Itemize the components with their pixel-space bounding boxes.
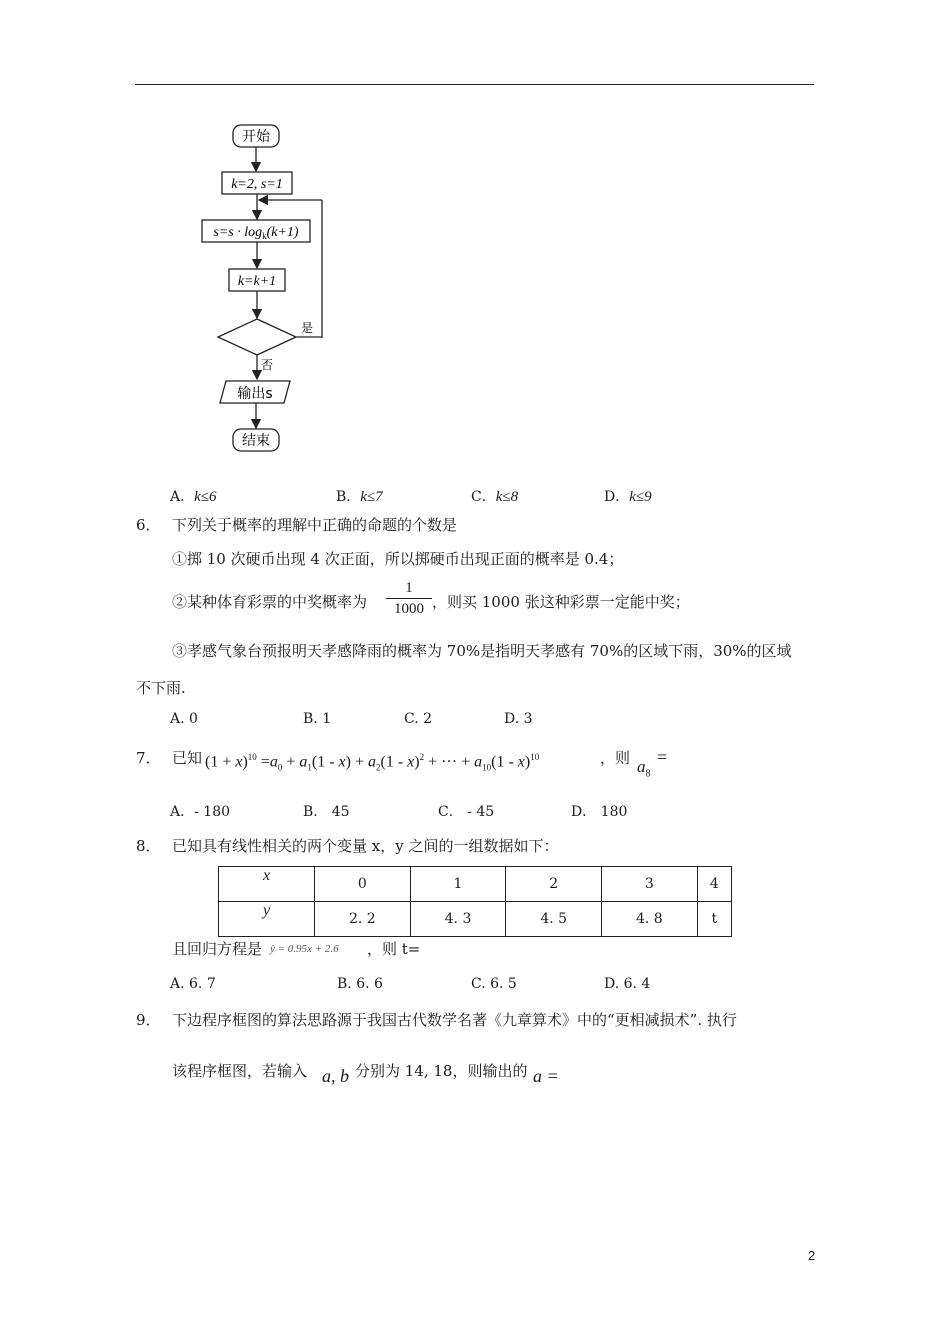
flowchart xyxy=(200,115,350,460)
y-cell: 4. 5 xyxy=(506,902,602,937)
q6-item-2-pre: ②某种体育彩票的中奖概率为 xyxy=(172,593,368,611)
q9-line-2-mid: 分别为 14, 18，则输出的 xyxy=(355,1062,528,1080)
q6-stem: 下列关于概率的理解中正确的命题的个数是 xyxy=(172,516,458,534)
x-cell: 2 xyxy=(506,867,602,902)
table-row-y xyxy=(219,902,732,937)
table-row-x xyxy=(219,867,732,902)
q8-regression-eq: ŷ = 0.95x + 2.6 xyxy=(270,943,339,955)
q8-data-table xyxy=(218,866,732,937)
q7-number: 7． xyxy=(136,749,161,767)
y-cell: 4. 3 xyxy=(410,902,506,937)
q9-line-2-pre: 该程序框图，若输入 xyxy=(172,1062,308,1080)
q7-eq-sign: = xyxy=(657,747,668,767)
update-s-label: $s=s \cdot \log_k(k+1)$ xyxy=(213,225,299,241)
q6-fraction: 1 1000 xyxy=(386,579,432,618)
q8-option-b: B. 6. 6 xyxy=(337,976,383,992)
y-cell: 4. 8 xyxy=(602,902,698,937)
q8-stem: 已知具有线性相关的两个变量 x，y 之间的一组数据如下： xyxy=(172,837,559,855)
q7-option-a: A．- 180 xyxy=(170,804,231,820)
q8-number: 8． xyxy=(136,837,161,855)
no-label: 否 xyxy=(261,358,274,372)
q6-item-3-line-1: ③孝感气象台预报明天孝感降雨的概率为 70%是指明天孝感有 70%的区域下雨，30%的区域 xyxy=(172,642,792,660)
end-label: 结束 xyxy=(242,433,270,449)
output-label: 输出s xyxy=(237,386,273,402)
q6-number: 6． xyxy=(136,516,161,534)
q8-regression-post: ，则 t= xyxy=(367,940,421,958)
q7-equation: $(1 + x)^{10} =a_0 + a_1(1 - x) + a_2(1 - x)^2$ + ··· + $a_{10}(1 - x)^{10}$ xyxy=(205,752,540,773)
q5-option-b: B．k≤7 xyxy=(336,489,383,505)
x-cell: 1 xyxy=(410,867,506,902)
q5-option-a: A．k≤6 xyxy=(170,489,217,505)
q6-option-b: B. 1 xyxy=(303,711,332,727)
q9-number: 9． xyxy=(136,1011,161,1029)
x-label: x xyxy=(219,867,315,902)
x-cell: 3 xyxy=(602,867,698,902)
q6-item-1: ①掷 10 次硬币出现 4 次正面，所以掷硬币出现正面的概率是 0.4； xyxy=(172,550,624,568)
yes-label: 是 xyxy=(301,321,314,335)
update-k-label: k=k+1 xyxy=(237,274,277,289)
q5-option-d: D．k≤9 xyxy=(604,489,652,505)
q6-item-3-line-2: 不下雨. xyxy=(136,679,186,697)
q9-vars: a, b xyxy=(322,1066,349,1086)
q7-target: $a_8$ xyxy=(637,757,651,780)
q6-option-d: D. 3 xyxy=(504,711,533,727)
q6-option-c: C. 2 xyxy=(404,711,433,727)
q6-option-a: A. 0 xyxy=(170,711,198,727)
q7-option-b: B． 45 xyxy=(303,804,350,820)
q8-option-c: C. 6. 5 xyxy=(471,976,517,992)
init-label: k=2, s=1 xyxy=(231,177,283,192)
y-cell: 2. 2 xyxy=(315,902,411,937)
q7-post: ，则 xyxy=(600,749,631,767)
q8-option-d: D. 6. 4 xyxy=(604,976,651,992)
q8-regression-pre: 且回归方程是 xyxy=(172,940,263,958)
q7-pre: 已知 xyxy=(172,749,203,767)
decision-diamond xyxy=(218,319,296,355)
x-cell: 0 xyxy=(315,867,411,902)
y-label: y xyxy=(219,902,315,937)
q9-line-1: 下边程序框图的算法思路源于我国古代数学名著《九章算术》中的“更相减损术”. 执行 xyxy=(172,1011,737,1029)
header-rule xyxy=(135,84,814,85)
q7-option-d: D． 180 xyxy=(571,804,628,820)
q9-output-var: a = xyxy=(533,1066,559,1086)
page-number: 2 xyxy=(808,1248,816,1263)
x-cell: 4 xyxy=(697,867,731,902)
q8-option-a: A. 6. 7 xyxy=(170,976,216,992)
q7-option-c: C． - 45 xyxy=(438,804,495,820)
q6-item-2-post: ，则买 1000 张这种彩票一定能中奖； xyxy=(432,593,690,611)
q5-option-c: C．k≤8 xyxy=(471,489,519,505)
y-cell: t xyxy=(697,902,731,937)
start-label: 开始 xyxy=(242,129,270,145)
